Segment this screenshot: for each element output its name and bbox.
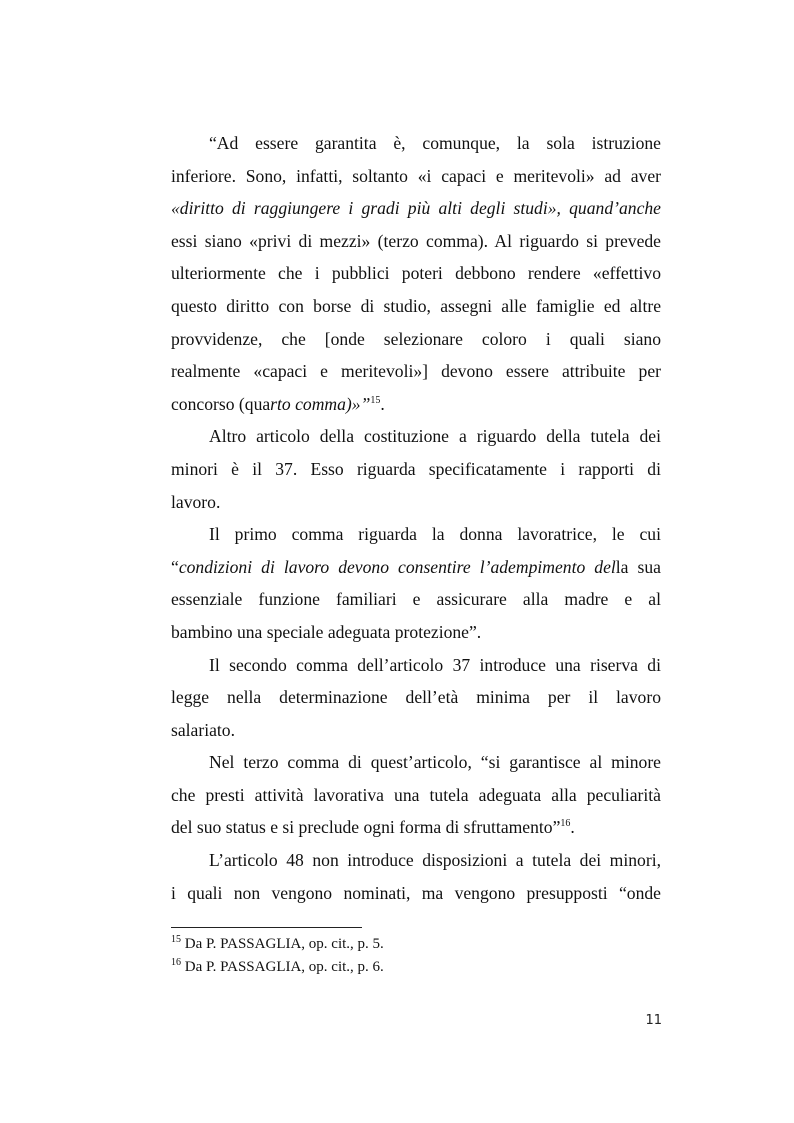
text-line: essenziale funzione familiari e assicurare alla madre e al [171,589,661,610]
text-segment: del suo status e si preclude ogni forma di sfruttamento” [171,817,561,838]
text-line: ulteriormente che i pubblici poteri debbono rendere «effettivo [171,263,661,284]
text-line [171,551,661,584]
text-line [171,388,661,421]
text-segment: la sua [615,556,661,577]
footnote-text: Da P. PASSAGLIA, op. cit., p. 5. [181,936,384,952]
text-line: Il primo comma riguarda la donna lavoratrice, le cui [209,524,661,545]
footnote-separator [171,927,362,928]
text-segment: . [380,393,385,414]
footnote-reference: 15 [370,394,381,406]
text-line: inferiore. Sono, infatti, soltanto «i capaci e meritevoli» ad aver [171,165,661,186]
text-line: salariato. [171,719,235,740]
text-segment: condizioni di lavoro devono consentire l’adempimento del [178,556,616,577]
body-text [171,127,661,909]
text-line: Il secondo comma dell’articolo 37 introduce una riserva di [209,654,661,675]
text-line: essi siano «privi di mezzi» (terzo comma). Al riguardo si prevede [171,230,661,251]
text-line: Altro articolo della costituzione a riguardo della tutela dei [209,426,661,447]
text-line: realmente «capaci e meritevoli»] devono essere attribuite per [171,361,661,382]
text-line: i quali non vengono nominati, ma vengono presupposti “onde [171,882,661,903]
text-line: provvidenze, che [onde selezionare coloro i quali siano [171,328,661,349]
footnotes [171,933,661,979]
text-line: L’articolo 48 non introduce disposizioni a tutela dei minori, [209,850,661,871]
text-line: “Ad essere garantita è, comunque, la sola istruzione [209,133,661,153]
text-segment: . [570,817,575,838]
text-line: «diritto di raggiungere i gradi più alti degli studi», quand’anche [171,198,661,219]
text-line: bambino una speciale adeguata protezione”. [171,621,482,642]
text-line: che presti attività lavorativa una tutela adeguata alla peculiarità [171,784,661,805]
page-number: 11 [645,1013,662,1028]
text-line [171,811,661,844]
footnote-16 [171,956,661,979]
footnote-text: Da P. PASSAGLIA, op. cit., p. 6. [181,959,384,975]
footnote-15 [171,933,661,956]
footnote-reference: 16 [560,818,571,830]
text-line: minori è il 37. Esso riguarda specificatamente i rapporti di [171,458,661,479]
text-line: questo diritto con borse di studio, assegni alle famiglie ed altre [171,295,661,316]
text-line: lavoro. [171,491,221,512]
text-line: legge nella determinazione dell’età minima per il lavoro [171,687,661,708]
text-segment: “ [171,556,179,577]
text-segment: concorso (qua [171,393,271,414]
footnote-number: 16 [171,957,181,968]
footnote-number: 15 [171,934,181,945]
text-segment: rto comma)» [270,393,361,414]
text-line: Nel terzo comma di quest’articolo, “si garantisce al minore [209,752,661,773]
text-segment: ” [360,393,371,414]
